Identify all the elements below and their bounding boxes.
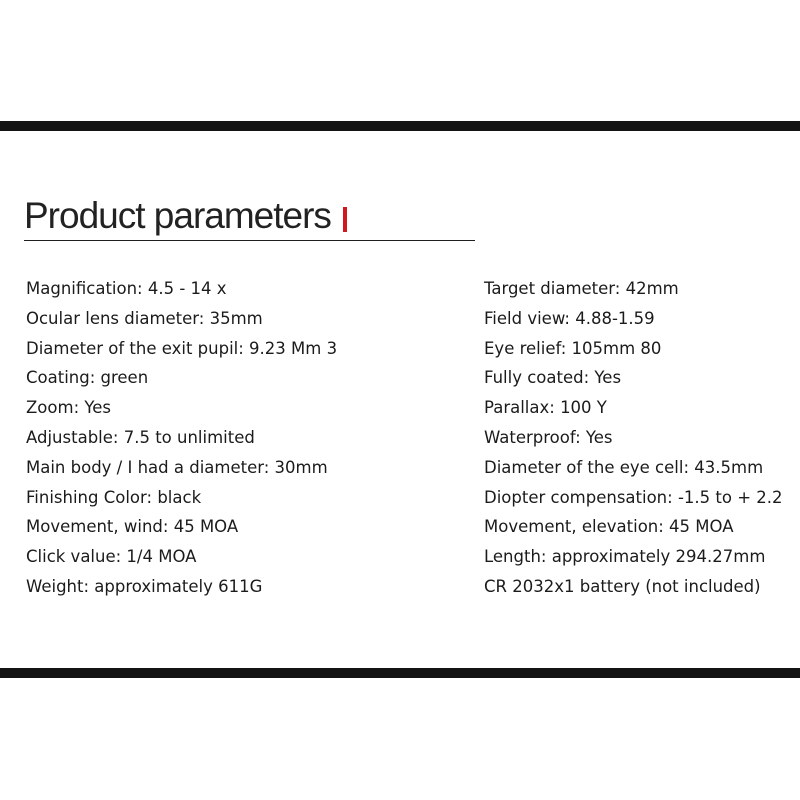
title-block [24, 194, 347, 238]
spec-item: Diameter of the exit pupil: 9.23 Mm 3 [26, 338, 338, 358]
spec-item: Finishing Color: black [26, 487, 202, 507]
title-underline [24, 240, 475, 241]
spec-item: Diameter of the eye cell: 43.5mm [484, 457, 764, 477]
spec-item: Ocular lens diameter: 35mm [26, 308, 263, 328]
spec-item: Click value: 1/4 MOA [26, 547, 197, 567]
spec-item: Weight: approximately 611G [26, 576, 263, 596]
left-spec-list [26, 274, 337, 602]
spec-item: Main body / I had a diameter: 30mm [26, 457, 328, 477]
spec-item: Zoom: Yes [26, 398, 112, 418]
right-spec-list [484, 274, 783, 602]
spec-item: Fully coated: Yes [484, 368, 622, 388]
spec-item: Field view: 4.88-1.59 [484, 308, 655, 328]
spec-item: Movement, wind: 45 MOA [26, 517, 239, 537]
spec-item: Adjustable: 7.5 to unlimited [26, 427, 255, 447]
page-title: Product parameters [24, 195, 331, 236]
spec-item: Magnification: 4.5 - 14 x [26, 279, 227, 298]
spec-item: Movement, elevation: 45 MOA [484, 517, 734, 537]
bottom-divider-bar [0, 668, 800, 678]
spec-item: Diopter compensation: -1.5 to + 2.2 [484, 487, 783, 507]
spec-item: Coating: green [26, 368, 149, 388]
top-divider-bar [0, 121, 800, 131]
spec-item: Eye relief: 105mm 80 [484, 338, 662, 358]
spec-item: CR 2032x1 battery (not included) [484, 576, 761, 596]
spec-item: Target diameter: 42mm [484, 279, 679, 298]
spec-item: Length: approximately 294.27mm [484, 547, 766, 567]
spec-item: Waterproof: Yes [484, 427, 613, 447]
title-accent-mark [343, 207, 347, 232]
spec-item: Parallax: 100 Y [484, 398, 607, 418]
